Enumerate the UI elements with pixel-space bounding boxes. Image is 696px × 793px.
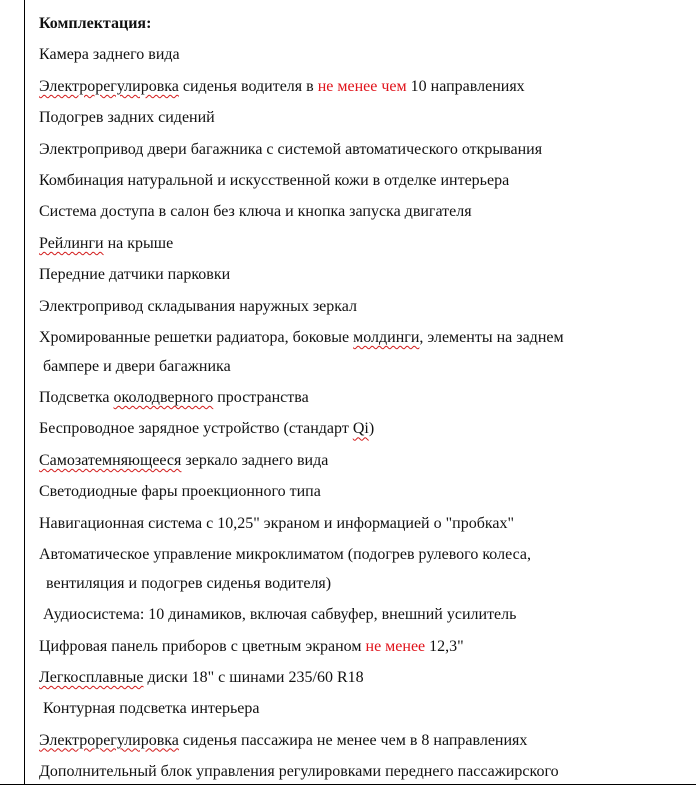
item-text: Хромированные решетки радиатора, боковые	[39, 329, 354, 347]
spellcheck-word: Легкосплавные	[39, 668, 144, 686]
list-item	[39, 445, 690, 476]
item-text: )	[368, 420, 375, 438]
item-text: Подсветка	[39, 389, 114, 407]
spellcheck-word: Электрорегулировка	[39, 77, 179, 95]
spellcheck-word: Рейлинги	[39, 234, 104, 252]
list-item	[39, 291, 690, 322]
item-text: Цифровая панель приборов с цветным экраном	[39, 637, 366, 655]
highlighted-text: не менее	[365, 637, 426, 655]
section-title: Комплектация:	[39, 15, 152, 32]
item-continuation: бампере и двери багажника	[43, 358, 231, 376]
list-item	[39, 662, 690, 693]
spellcheck-word: Самозатемняющееся	[39, 451, 182, 469]
list-item	[39, 71, 690, 102]
list-item	[39, 134, 690, 165]
item-text: пространства	[213, 389, 309, 407]
item-text: сиденья пассажира не менее чем в 8 направлениях	[178, 731, 528, 749]
item-text: Передние датчики парковки	[39, 266, 231, 284]
item-text: зеркало заднего вида	[181, 451, 329, 469]
list-item	[39, 693, 690, 724]
item-text: , элементы на заднем	[419, 329, 564, 347]
item-text: Светодиодные фары проекционного типа	[39, 483, 321, 501]
item-text: Контурная подсветка интерьера	[39, 700, 260, 718]
list-item	[39, 259, 690, 290]
spellcheck-word: молдинги	[353, 329, 420, 347]
item-text: 12,3"	[425, 637, 464, 655]
list-item	[39, 413, 690, 444]
list-item	[39, 322, 690, 382]
item-text: сиденья водителя в	[178, 77, 318, 95]
item-text: Дополнительный блок управления регулировками переднего пассажирского	[39, 763, 559, 781]
list-item	[39, 102, 690, 133]
list-item	[39, 228, 690, 259]
list-item	[39, 599, 690, 630]
item-text: Электропривод складывания наружных зеркал	[39, 297, 358, 315]
list-item	[39, 725, 690, 756]
item-text: диски 18" с шинами 235/60 R18	[143, 668, 364, 686]
spellcheck-word: околодверного	[113, 389, 214, 407]
spellcheck-word: Электрорегулировка	[39, 731, 179, 749]
item-text: Беспроводное зарядное устройство (стандарт	[39, 420, 353, 438]
item-text: Аудиосистема: 10 динамиков, включая сабвуфер, внешний усилитель	[39, 606, 517, 624]
item-text: Автоматическое управление микроклиматом (подогрев рулевого колеса,	[39, 546, 531, 564]
item-text: 10 направлениях	[406, 77, 525, 95]
item-text: на крыше	[103, 234, 174, 252]
item-text: Подогрев задних сидений	[39, 109, 215, 127]
item-text: Электропривод двери багажника с системой автоматического открывания	[39, 140, 543, 158]
highlighted-text: не менее чем	[317, 77, 407, 95]
item-text: Система доступа в салон без ключа и кнопка запуска двигателя	[39, 203, 472, 221]
list-item	[39, 756, 690, 787]
table-left-border	[24, 0, 25, 785]
item-text: Камера заднего вида	[39, 46, 180, 64]
list-item	[39, 539, 690, 599]
list-item	[39, 39, 690, 70]
item-text: Навигационная система с 10,25" экраном и информацией о "пробках"	[39, 514, 514, 532]
spellcheck-word: Qi	[352, 420, 369, 438]
document-body	[39, 8, 690, 788]
item-continuation: вентиляция и подогрев сиденья водителя)	[46, 575, 332, 593]
list-item	[39, 382, 690, 413]
list-item	[39, 631, 690, 662]
list-item	[39, 196, 690, 227]
list-item	[39, 476, 690, 507]
list-item	[39, 508, 690, 539]
list-item	[39, 165, 690, 196]
item-text: Комбинация натуральной и искусственной кожи в отделке интерьера	[39, 172, 510, 190]
